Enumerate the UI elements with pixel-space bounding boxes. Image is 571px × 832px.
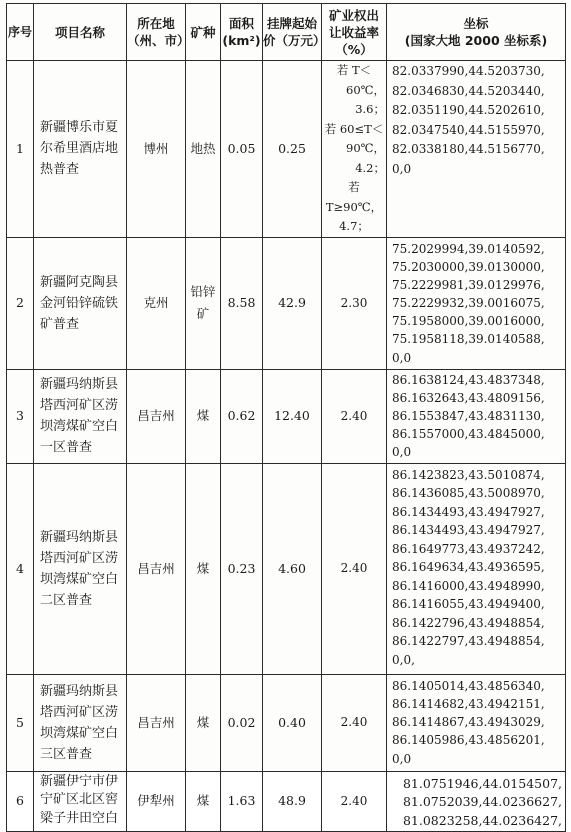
coord-line: 86.1436085,43.5008970, (392, 486, 545, 500)
cell-mineral: 煤 (186, 674, 221, 771)
cell-project-name: 新疆伊宁市伊宁矿区北区窖梁子井田空白 (34, 771, 127, 831)
cell-project-name: 新疆玛纳斯县塔西河矿区涝坝湾煤矿空白三区普查 (34, 674, 127, 771)
cell-price: 12.40 (263, 369, 322, 463)
coord-line: 86.1416000,43.4948990, (392, 578, 545, 593)
coord-line: 86.1434493,43.4947927, (392, 504, 545, 519)
cell-location: 昌吉州 (127, 674, 186, 771)
cell-price: 48.9 (263, 771, 322, 831)
coord-line: 75.1958118,39.0140588, (392, 332, 545, 347)
cell-no: 3 (7, 369, 34, 463)
rate-line: 90℃，4.2； (346, 141, 385, 175)
coord-line: 86.1649773,43.4937242, (392, 541, 545, 556)
coord-line: 86.1557000,43.4845000, (392, 426, 545, 441)
coord-line: 81.0823258,44.0236427, (402, 812, 562, 828)
cell-rate: 2.40 (322, 369, 387, 463)
coord-line: 0,0, (392, 652, 415, 667)
coord-line: 82.0347540,44.5155970, (392, 122, 545, 137)
coord-line: 82.0338180,44.5156770, (392, 142, 545, 156)
header-rate: 矿业权出 让收益率 （%） (322, 4, 387, 61)
header-coords: 坐标 (国家大地 2000 坐标系) (387, 4, 566, 61)
coord-line: 86.1423823,43.5010874, (392, 467, 545, 482)
cell-no: 2 (7, 237, 34, 369)
cell-area: 1.63 (221, 771, 263, 831)
cell-project-name: 新疆博乐市夏尔希里酒店地热普查 (34, 61, 127, 238)
coord-line: 86.1416055,43.4949400, (392, 597, 545, 611)
coord-line: 75.2229932,39.0016075, (392, 296, 545, 311)
cell-location: 伊犁州 (127, 771, 186, 831)
cell-coords (387, 369, 566, 463)
table-row (7, 463, 566, 674)
coord-line: 86.1649634,43.4936595, (392, 560, 545, 574)
cell-no: 6 (7, 771, 34, 831)
cell-location: 克州 (127, 237, 186, 369)
coord-line: 75.2030000,39.0130000, (392, 259, 545, 274)
cell-coords (387, 61, 566, 238)
cell-price: 42.9 (263, 237, 322, 369)
cell-coords (387, 771, 566, 831)
coord-line: 82.0337990,44.5203730, (392, 64, 545, 78)
table-row (7, 237, 566, 369)
cell-location: 昌吉州 (127, 369, 186, 463)
coord-line: 86.1553847,43.4831130, (392, 408, 545, 423)
cell-area: 0.62 (221, 369, 263, 463)
cell-rate: 2.40 (322, 463, 387, 674)
coord-line: 0,0 (392, 350, 412, 365)
cell-coords (387, 463, 566, 674)
header-name: 项目名称 (34, 4, 127, 61)
cell-no: 1 (7, 61, 34, 238)
cell-price: 4.60 (263, 463, 322, 674)
rate-line: 60℃，3.6； (346, 82, 385, 116)
table-row (7, 674, 566, 771)
mining-rights-table (6, 3, 566, 832)
coord-line: 75.1958000,39.0016000, (392, 314, 545, 329)
cell-no: 5 (7, 674, 34, 771)
cell-mineral: 煤 (186, 771, 221, 831)
cell-project-name: 新疆玛纳斯县塔西河矿区涝坝湾煤矿空白二区普查 (34, 463, 127, 674)
cell-location: 昌吉州 (127, 463, 186, 674)
coord-line: 86.1422797,43.4948854, (392, 634, 545, 648)
header-location: 所在地 （州、市） (127, 4, 186, 61)
header-no: 序号 (7, 4, 34, 61)
header-row (7, 4, 566, 61)
cell-rate: 2.30 (322, 237, 387, 369)
cell-area: 0.05 (221, 61, 263, 238)
cell-location: 博州 (127, 61, 186, 238)
rate-line: 若 60≤T＜ (324, 121, 384, 136)
coord-line: 86.1638124,43.4837348, (392, 372, 545, 387)
coord-line: 86.1422796,43.4948854, (392, 615, 545, 630)
cell-mineral: 地热 (186, 61, 221, 238)
coord-line: 0,0 (392, 444, 412, 459)
table-row (7, 61, 566, 238)
coord-line: 81.0752039,44.0236627, (402, 794, 562, 809)
coord-line: 82.0346830,44.5203440, (392, 83, 545, 98)
cell-project-name: 新疆阿克陶县金河铅锌硫铁矿普查 (34, 237, 127, 369)
coord-line: 82.0351190,44.5202610, (392, 103, 545, 117)
coord-line: 81.0751946,44.0154507, (402, 775, 562, 791)
cell-coords (387, 237, 566, 369)
header-price: 挂牌起始 价（万元） (263, 4, 322, 61)
cell-price: 0.25 (263, 61, 322, 238)
cell-rate (322, 61, 387, 238)
rate-line: 若 T≥90℃， (325, 180, 383, 214)
cell-mineral: 铅锌矿 (186, 237, 221, 369)
coord-line: 86.1405986,43.4856201, (392, 733, 545, 748)
coord-line: 86.1434493,43.4947927, (392, 523, 545, 537)
cell-rate: 2.40 (322, 674, 387, 771)
coord-line: 0,0 (392, 751, 412, 766)
cell-area: 8.58 (221, 237, 263, 369)
rate-line: 若 T＜ (336, 63, 372, 77)
header-area: 面积 (km²) (221, 4, 263, 61)
coord-line: 75.2229981,39.0129976, (392, 277, 545, 292)
cell-mineral: 煤 (186, 369, 221, 463)
cell-no: 4 (7, 463, 34, 674)
cell-coords (387, 674, 566, 771)
cell-area: 0.02 (221, 674, 263, 771)
table-row (7, 369, 566, 463)
coord-line: 0,0 (392, 161, 412, 176)
cell-mineral: 煤 (186, 463, 221, 674)
coord-line: 86.1414867,43.4943029, (392, 715, 545, 730)
header-mineral: 矿种 (186, 4, 221, 61)
cell-price: 0.40 (263, 674, 322, 771)
coord-line: 75.2029994,39.0140592, (392, 241, 545, 256)
coord-line: 86.1414682,43.4942151, (392, 696, 545, 711)
cell-rate: 2.40 (322, 771, 387, 831)
rate-line: 4.7； (339, 219, 369, 233)
coord-line: 86.1405014,43.4856340, (392, 678, 545, 693)
table-row (7, 771, 566, 831)
cell-project-name: 新疆玛纳斯县塔西河矿区涝坝湾煤矿空白一区普查 (34, 369, 127, 463)
cell-area: 0.23 (221, 463, 263, 674)
coord-line: 86.1632643,43.4809156, (392, 390, 545, 405)
